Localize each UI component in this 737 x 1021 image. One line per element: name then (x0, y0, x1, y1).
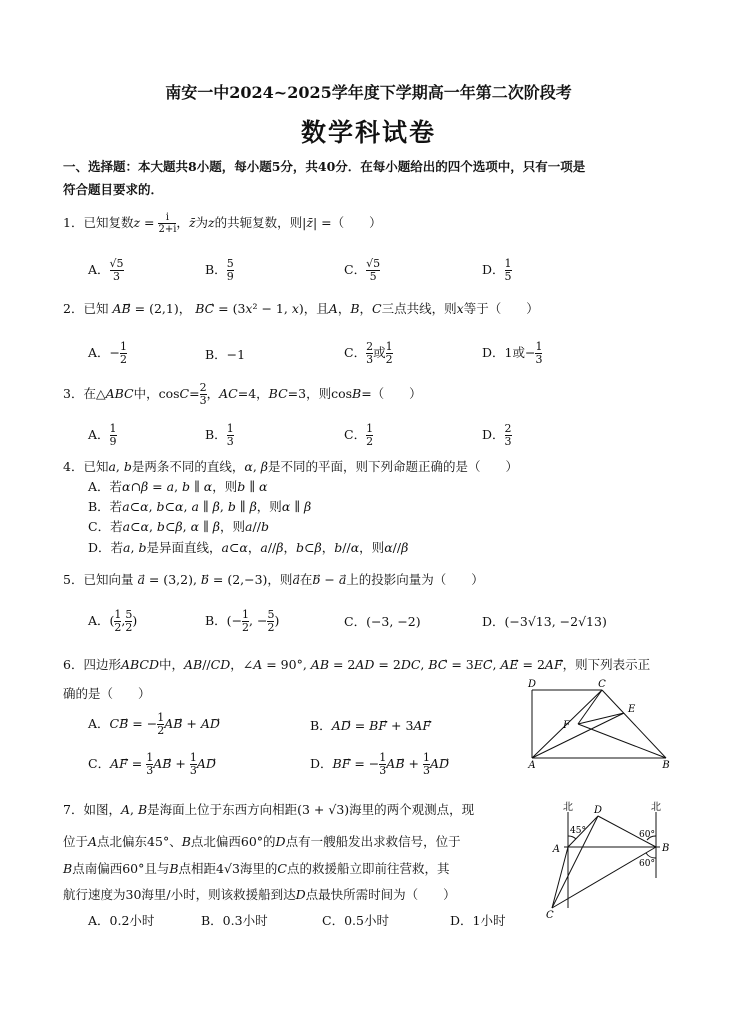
q5-option-d: D．(−3√13, −2√13) (482, 614, 607, 629)
q6-stem-2: 确的是（ ） (63, 686, 151, 701)
fig6-label-e: E (628, 704, 636, 715)
page-title: 数学科试卷 (300, 118, 436, 147)
q6-option-b: B．AD⃗ = BF⃗ + 3AF (310, 718, 432, 733)
q6-option-a: A．CB⃗ = − $\frac{1}{2}$ AB⃗ + AD (88, 711, 220, 737)
q2-option-b: B．−1 (205, 347, 246, 362)
q3-option-a: A． $\frac{1}{9}$ (88, 422, 117, 448)
q7-option-a: A．0.2小时 (88, 913, 155, 928)
q1-option-b: B． $\frac{5}{9}$ (205, 257, 234, 283)
fig7-north-label-b: 北 (651, 802, 661, 813)
fig6-label-c: C (598, 679, 606, 690)
school-line: 南安一中2024~2025学年度下学期高一年第二次阶段考 (165, 83, 572, 102)
q1-stem: 1．已知复数z = $\frac{i}{2+i}$ ，z̄为z的共轭复数，则|z̄| =（ ） (63, 212, 382, 235)
q7-stem: 7．如图，A, B是海面上位于东西方向相距(3 + √3)海里的两个观测点，现 (63, 802, 475, 817)
q3-option-c: C． $\frac{1}{2}$ (344, 422, 374, 448)
q1-option-a: A． $\frac{√5}{3}$ (88, 257, 124, 283)
figure-7-diagram (538, 800, 673, 922)
q6-stem: 6．四边形ABCD中，AB//CD，∠A = 90°, AB = 2AD = 2DC, BC⃗ = 3EC⃗, AE⃗ = 2AF⃗，则下列表示正 (63, 657, 651, 672)
fig7-label-c: C (546, 910, 554, 921)
q7-option-c: C．0.5小时 (322, 913, 389, 928)
fig7-angle-45: 45° (570, 826, 586, 836)
q4-stem: 4．已知a, b是两条不同的直线，α, β是不同的平面，则下列命题正确的是（ ） (63, 459, 519, 474)
q2-option-a: A．− $\frac{1}{2}$ (88, 340, 128, 366)
q5-option-c: C．(−3, −2) (344, 614, 421, 629)
q5-stem: 5．已知向量 a⃗ = (3,2), b⃗ = (2,−3)，则a⃗在b⃗ − a⃗上的投影向量为（ ） (63, 572, 484, 587)
q3-stem: 3．在△ABC中，cosC= $\frac{2}{3}$ ，AC=4，BC=3，则cosB=（ ） (63, 381, 422, 407)
q6-option-d: D．BF⃗ = − $\frac{1}{3}$ AB⃗ + $\frac{1}{3}$ AD (310, 751, 449, 777)
q7-stem-2: 位于A点北偏东45°、B点北偏西60°的D点有一艘船发出求救信号，位于 (63, 834, 461, 849)
fig7-north-label-a: 北 (563, 802, 573, 813)
fig7-label-a: A (552, 844, 560, 855)
fig7-angle-60-south: 60° (639, 859, 655, 869)
q5-option-b: B．(− $\frac{1}{2}$ , − $\frac{5}{2}$ ) (205, 608, 280, 634)
q1-option-c: C． $\frac{√5}{5}$ (344, 257, 381, 283)
fig7-angle-60-north: 60° (639, 830, 655, 840)
q7-stem-4: 航行速度为30海里/小时，则该救援船到达D点最快所需时间为（ ） (63, 887, 456, 902)
fig6-label-a: A (528, 760, 536, 770)
fig7-label-b: B (662, 843, 670, 854)
q2-option-c: C． $\frac{2}{3}$ 或 $\frac{1}{2}$ (344, 340, 393, 366)
fig7-label-d: D (593, 805, 603, 816)
q2-option-d: D．1或− $\frac{1}{3}$ (482, 340, 543, 366)
q4-option-a: A．若α∩β = a, b ∥ α，则b ∥ α (88, 479, 268, 494)
q7-option-b: B．0.3小时 (201, 913, 268, 928)
q3-option-d: D． $\frac{2}{3}$ (482, 422, 512, 448)
fig6-label-f: F (563, 720, 570, 731)
q4-option-b: B．若a⊂α, b⊂α, a ∥ β, b ∥ β，则α ∥ β (88, 499, 312, 514)
fig6-label-d: D (527, 679, 537, 690)
section1-line2: 符合题目要求的． (63, 182, 164, 197)
fig6-label-b: B (662, 760, 670, 770)
q1-option-d: D． $\frac{1}{5}$ (482, 257, 512, 283)
q7-stem-3: B点南偏西60°且与B点相距4√3海里的C点的救援船立即前往营救，其 (63, 861, 450, 876)
q5-option-a: A．( $\frac{1}{2}$ , $\frac{5}{2}$ ) (88, 608, 138, 634)
q4-option-d: D．若a, b是异面直线，a⊂α，a//β，b⊂β，b//α，则α//β (88, 540, 409, 555)
figure-6-diagram (524, 678, 674, 770)
q2-stem: 2．已知 AB⃗ = (2,1)， BC⃗ = (3x² − 1, x)，且A，B，C三点共线，则x等于（ ） (63, 301, 539, 316)
q4-option-c: C．若a⊂α, b⊂β, α ∥ β，则a//b (88, 519, 269, 534)
q3-option-b: B． $\frac{1}{3}$ (205, 422, 234, 448)
q6-option-c: C．AF⃗ = $\frac{1}{3}$ AB⃗ + $\frac{1}{3}$ AD (88, 751, 216, 777)
q7-option-d: D．1小时 (450, 913, 506, 928)
section1-line1: 一、选择题：本大题共8小题，每小题5分，共40分．在每小题给出的四个选项中，只有一项是 (63, 159, 586, 174)
